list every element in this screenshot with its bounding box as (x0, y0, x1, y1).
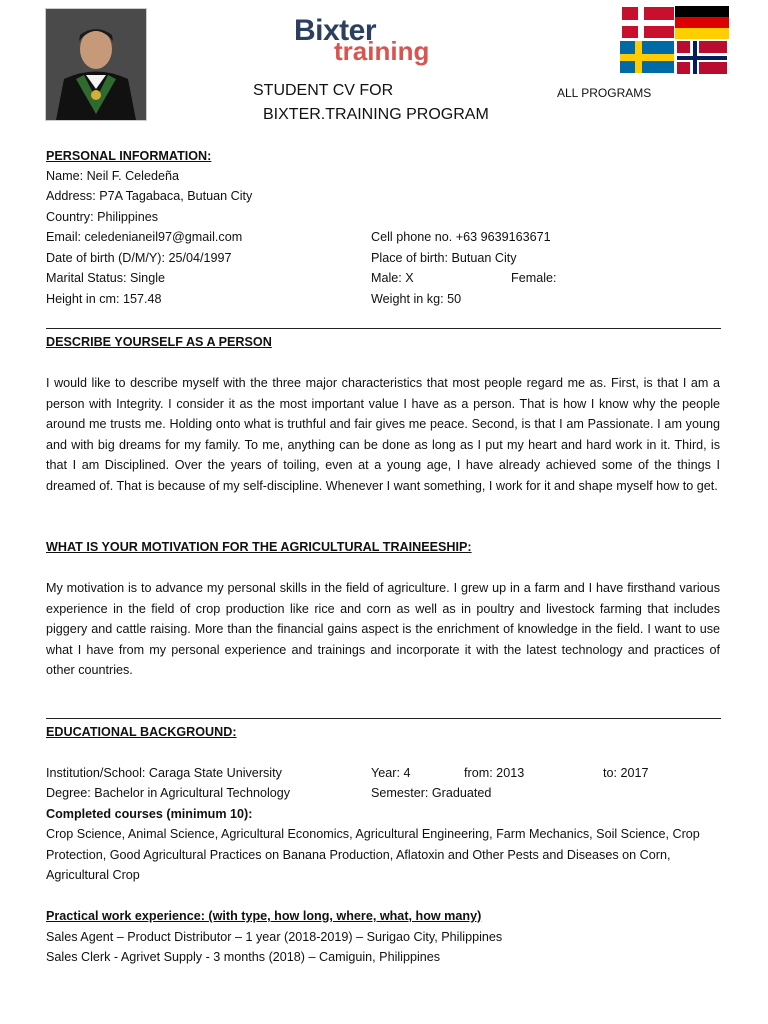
divider (46, 718, 721, 719)
denmark-flag (622, 7, 674, 38)
place-of-birth-field: Place of birth: Butuan City (371, 251, 517, 265)
height-field: Height in cm: 157.48 (46, 292, 162, 306)
degree-field: Degree: Bachelor in Agricultural Technology (46, 786, 291, 800)
motivation-paragraph: My motivation is to advance my personal skills in the field of agriculture. I grew up in a farm and I have firsthand various experience in the field of crop production like rice and corn as well as in poultry and livestock farming that includes piggery and cattle raising. More than the financial gains aspect is the enrichment of knowledge in the field. I want to use what I have from my personal experience and trainings and incorporate it with the latest technology and practices of other countries. (46, 581, 720, 677)
logo-bixter-text: Bixter (294, 14, 377, 47)
male-field: Male: X (371, 271, 414, 285)
describe-heading: DESCRIBE YOURSELF AS A PERSON (46, 335, 272, 349)
cell-phone-field: Cell phone no. +63 9639163671 (371, 230, 551, 244)
semester-field: Semester: Graduated (371, 786, 492, 800)
sweden-flag (620, 41, 674, 73)
title-line-2: BIXTER.TRAINING PROGRAM (263, 106, 489, 123)
norway-flag (677, 41, 727, 74)
courses-list: Crop Science, Animal Science, Agricultural Economics, Agricultural Engineering, Farm Mechanics, Soil Science, Crop Protection, Good Agricultural Practices on Banana Production, Aflatoxin and Other Pests and Diseases on Corn, Agricultural Crop (46, 827, 700, 882)
motivation-heading: WHAT IS YOUR MOTIVATION FOR THE AGRICULTURAL TRAINEESHIP: (46, 540, 472, 554)
marital-field: Marital Status: Single (46, 271, 165, 285)
name-field: Name: Neil F. Celedeña (46, 169, 179, 183)
practical-item: Sales Clerk - Agrivet Supply - 3 months (2018) – Camiguin, Philippines (46, 950, 441, 964)
practical-item: Sales Agent – Product Distributor – 1 year (2018-2019) – Surigao City, Philippines (46, 930, 503, 944)
country-field: Country: Philippines (46, 210, 159, 224)
year-field: Year: 4 (371, 766, 411, 780)
from-field: from: 2013 (464, 766, 525, 780)
courses-heading: Completed courses (minimum 10): (46, 807, 253, 821)
address-field: Address: P7A Tagabaca, Butuan City (46, 189, 253, 203)
personal-info-heading: PERSONAL INFORMATION: (46, 149, 212, 163)
describe-paragraph: I would like to describe myself with the three major characteristics that most people regard me as. First, is that I am a person with Integrity. I consider it as the most important value I have as a person. That is how I know why the people around me trusts me. Holding onto what is truthful and fair gives me peace. Second, is that I am Passionate. I am young and with big dreams for my family. To me, anything can be done as long as I put my heart and hard work in it. Third, is that I am Disciplined. Over the years of toiling, even at a young age, I have already achieved some of the things I dreamed of. That is because of my self-discipline. Whenever I want something, I work for it and shape myself how to get. (46, 376, 720, 493)
practical-heading: Practical work experience: (with type, how long, where, what, how many) (46, 909, 482, 923)
title-line-1: STUDENT CV FOR (253, 82, 394, 99)
divider (46, 328, 721, 329)
dob-field: Date of birth (D/M/Y): 25/04/1997 (46, 251, 232, 265)
education-heading: EDUCATIONAL BACKGROUND: (46, 725, 237, 739)
student-photo (45, 8, 147, 121)
germany-flag (675, 6, 729, 39)
bixter-logo (294, 14, 454, 74)
logo-training-text: training (334, 36, 430, 66)
email-field: Email: celedenianeil97@gmail.com (46, 230, 243, 244)
to-field: to: 2017 (603, 766, 649, 780)
institution-field: Institution/School: Caraga State University (46, 766, 282, 780)
all-programs-label: ALL PROGRAMS (557, 86, 652, 100)
weight-field: Weight in kg: 50 (371, 292, 462, 306)
female-field: Female: (511, 271, 557, 285)
